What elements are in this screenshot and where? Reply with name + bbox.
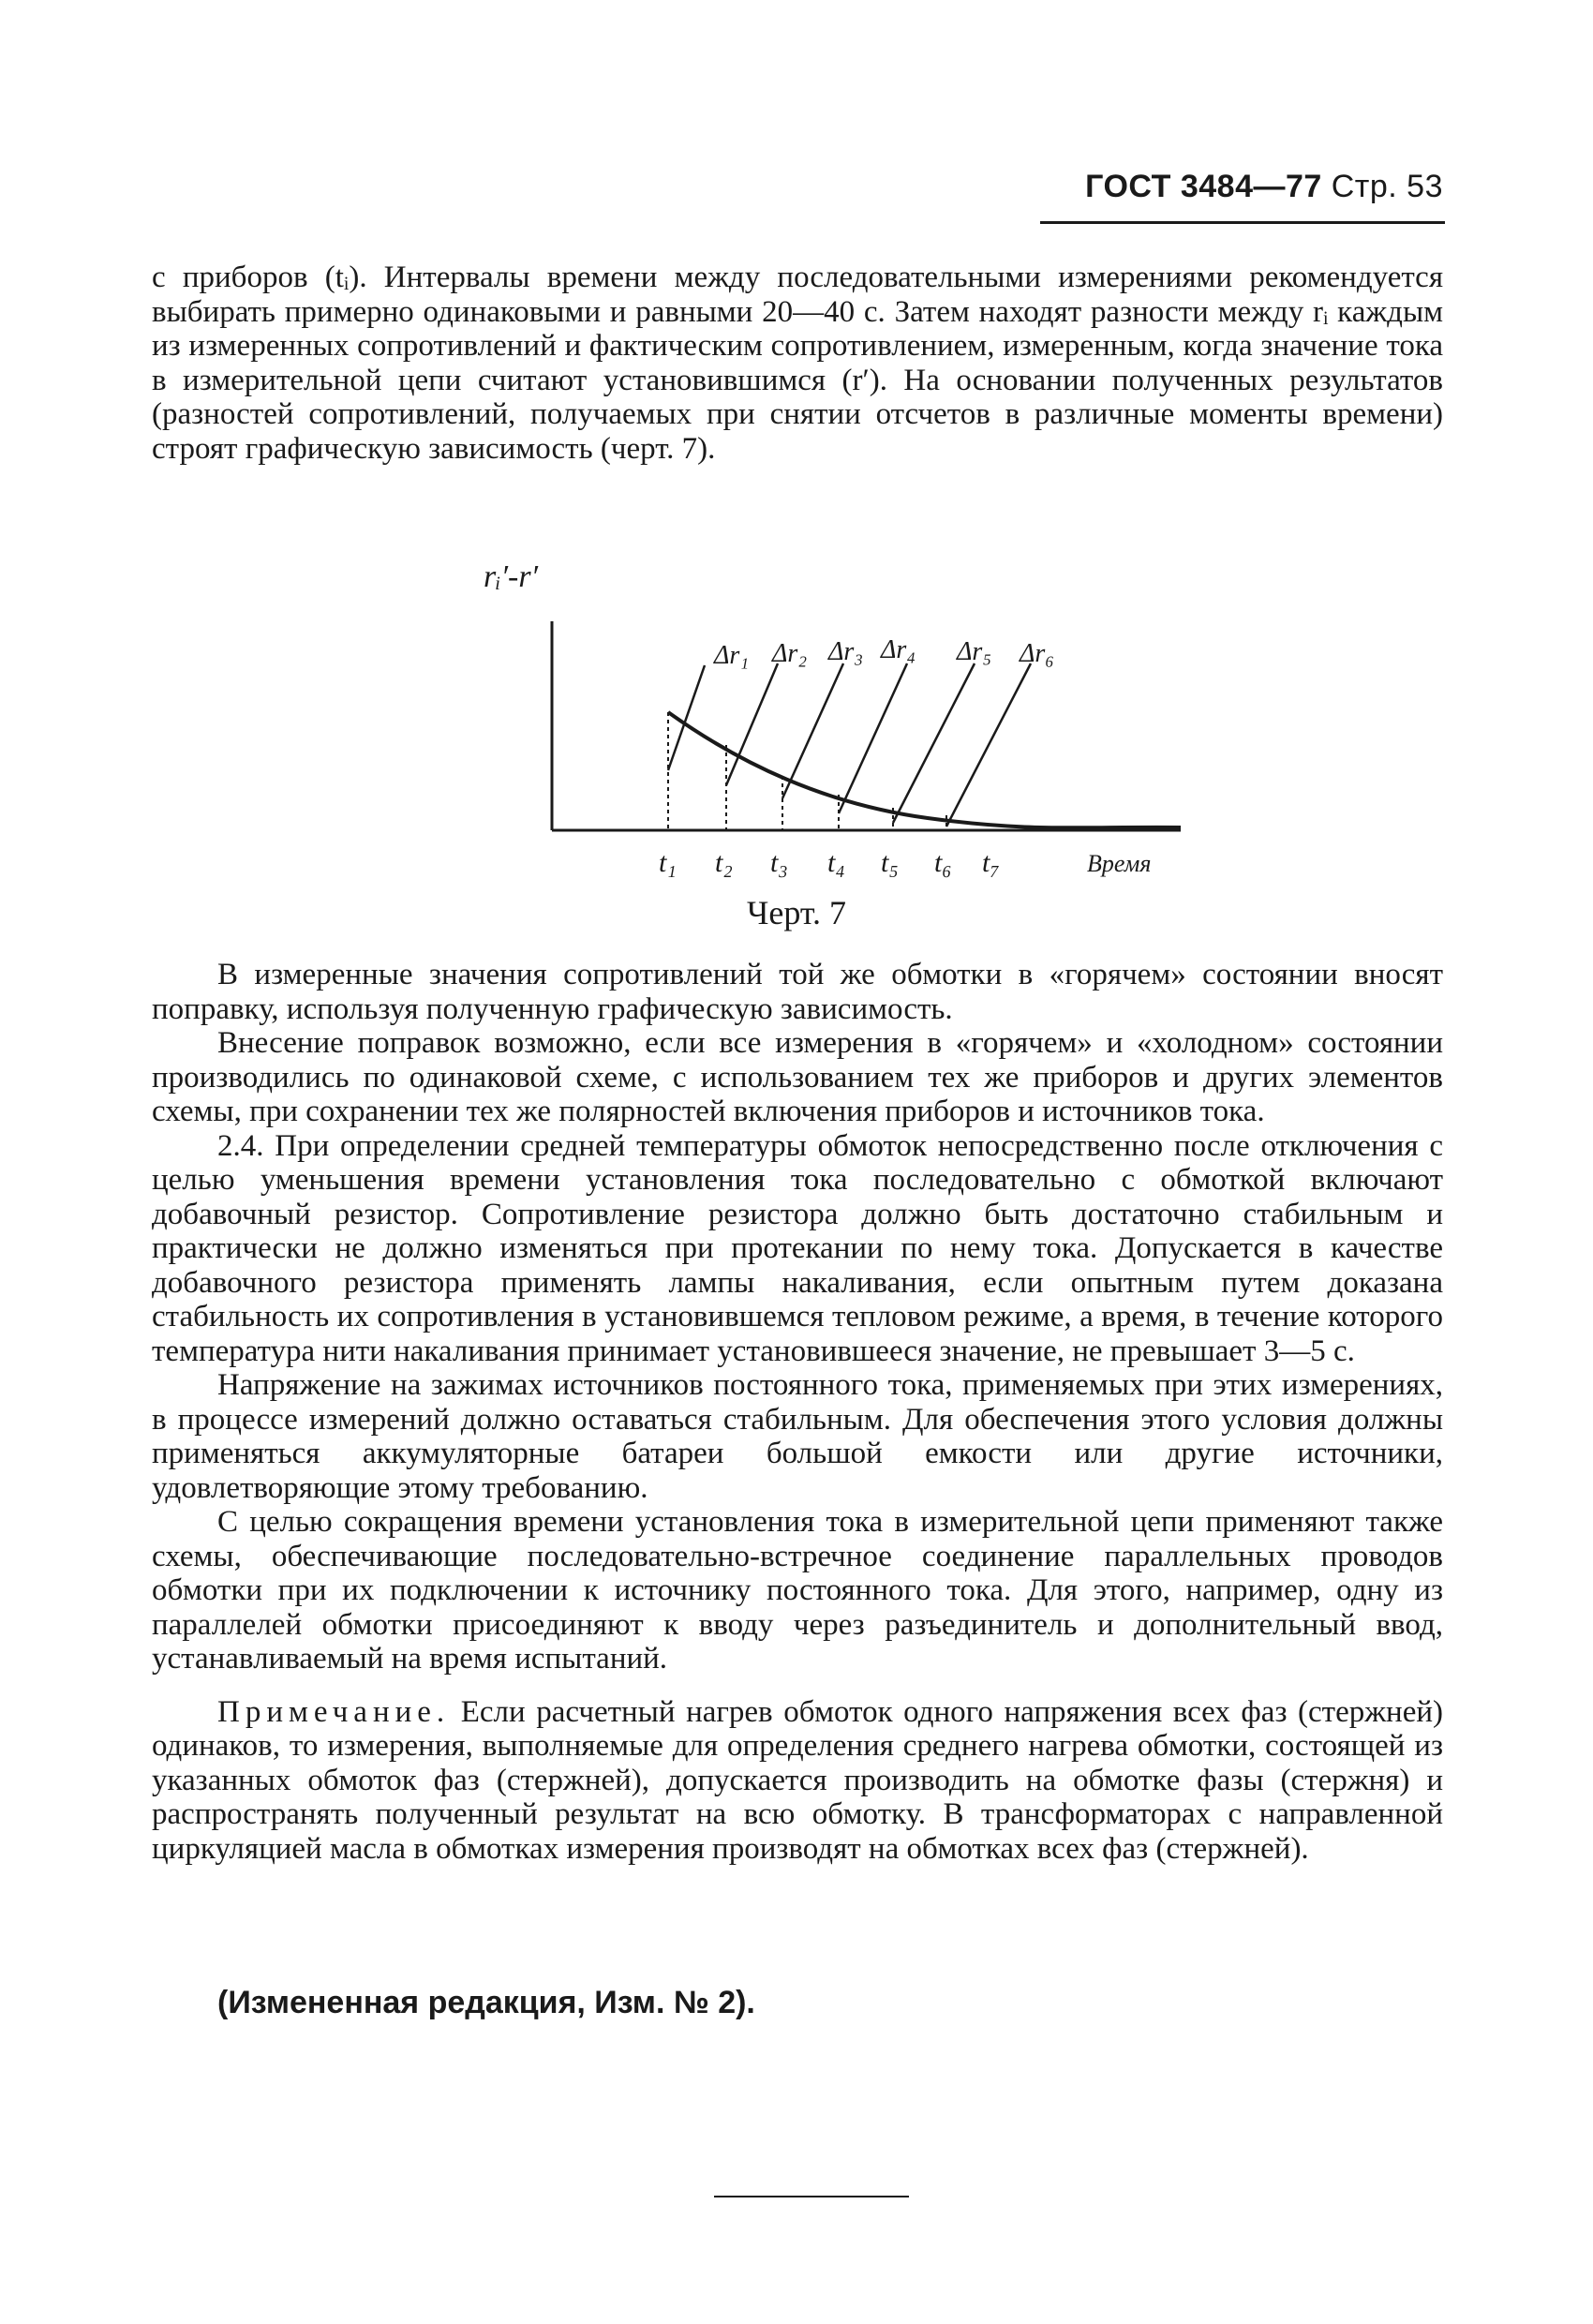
intro-paragraph-block — [152, 261, 1443, 466]
intro-paragraph: с приборов (tᵢ). Интервалы времени между последовательными измерениями рекомендуется выбирать примерно одинаковыми и равными 20—40 с. Затем находят разности между rᵢ каждым из измеренных сопротивлений и фактическим сопротивлением, измеренным, когда значение тока в измерительной цепи считают установившимся (r′). На основании полученных результатов (разностей сопротивлений, получаемых при снятии отсчетов в различные моменты времени) строят графическую зависимость (черт. 7). — [152, 261, 1443, 466]
delta-line-5 — [893, 663, 975, 823]
page-header — [1050, 169, 1443, 205]
paragraph-2-4: 2.4. При определении средней температуры обмоток непосредственно после отключения с целью уменьшения времени установления тока последовательно с обмоткой включают добавочный резистор. Сопротивление резистора должно быть достаточно стабильным и практически не должно изменяться при протекании по нему тока. Допускается в качестве добавочного резистора применять лампы накаливания, если опытным путем доказана стабильность их сопротивления в установившемся тепловом режиме, а время, в течение которого температура нити накаливания принимает установившееся значение, не превышает 3—5 с. — [152, 1128, 1443, 1368]
x-axis-label: Время — [1087, 850, 1152, 877]
delta-label-6: Δr₆ — [1020, 639, 1055, 668]
time-label-5: t₅ — [881, 847, 899, 878]
paragraph-correction: В измеренные значения сопротивлений той же обмотки в «горячем» состоянии вносят поправку, используя полученную графическую зависимость. — [152, 958, 1443, 1026]
delta-label-5: Δr₅ — [957, 637, 992, 666]
delta-line-6 — [946, 663, 1031, 827]
time-label-3: t₃ — [770, 847, 788, 878]
time-label-1: t₁ — [659, 847, 677, 878]
delta-line-2 — [726, 663, 778, 785]
paragraph-circuits: С целью сокращения времени установления тока в измерительной цепи применяют также схемы, обеспечивающие последовательно-встречное соединение параллельных проводов обмотки при их подключении к источнику постоянного тока. Для этого, например, одну из параллелей обмотки присоединяют к вводу через разъединитель и дополнительный ввод, устанавливаемый на время испытаний. — [152, 1505, 1443, 1676]
figure-caption: Черт. 7 — [747, 894, 846, 931]
note-text: Если расчетный нагрев обмоток одного напряжения всех фаз (стержней) одинаков, то измерения, выполняемые для определения среднего нагрева обмотки, состоящей из указанных обмоток фаз (стержней), допускается производить на обмотке фазы (стержня) и распространять полученный результат на всю обмотку. В трансформаторах с направленной циркуляцией масла в обмотках измерения производят на обмотках всех фаз (стержней). — [152, 1694, 1444, 1866]
decay-curve — [668, 712, 1181, 827]
paragraph-voltage: Напряжение на зажимах источников постоянного тока, применяемых при этих измерениях, в процессе измерений должно оставаться стабильным. Для обеспечения этого условия должны применяться аккумуляторные батареи большой емкости или другие источники, удовлетворяющие этому требованию. — [152, 1368, 1443, 1505]
time-label-6: t₆ — [934, 847, 952, 878]
time-label-2: t₂ — [715, 847, 733, 878]
delta-line-4 — [839, 663, 907, 813]
delta-label-2: Δr₂ — [772, 639, 808, 668]
amendment-note: (Измененная редакция, Изм. № 2). — [217, 1985, 755, 2020]
delta-label-3: Δr₃ — [828, 637, 864, 666]
figure-7 — [469, 553, 1218, 890]
delta-label-4: Δr₄ — [881, 635, 916, 664]
note-label: Примечание. — [217, 1694, 451, 1729]
paragraph-conditions: Внесение поправок возможно, если все измерения в «горячем» и «холодном» состоянии производились по одинаковой схеме, с использованием тех же приборов и других элементов схемы, при сохранении тех же полярностей включения приборов и источников тока. — [152, 1026, 1443, 1128]
y-axis-label: rᵢ′-r′ — [484, 559, 539, 594]
body-text — [152, 958, 1443, 1866]
page-number: Стр. 53 — [1331, 169, 1443, 204]
time-label-4: t₄ — [827, 847, 845, 878]
delta-label-1: Δr₁ — [714, 641, 750, 670]
standard-number: ГОСТ 3484—77 — [1085, 169, 1322, 204]
header-rule — [1040, 221, 1445, 224]
time-label-7: t₇ — [982, 847, 1000, 878]
note-paragraph — [152, 1695, 1443, 1867]
end-rule — [714, 2196, 909, 2197]
figure-7-diagram — [469, 553, 1218, 890]
delta-line-3 — [782, 663, 843, 798]
